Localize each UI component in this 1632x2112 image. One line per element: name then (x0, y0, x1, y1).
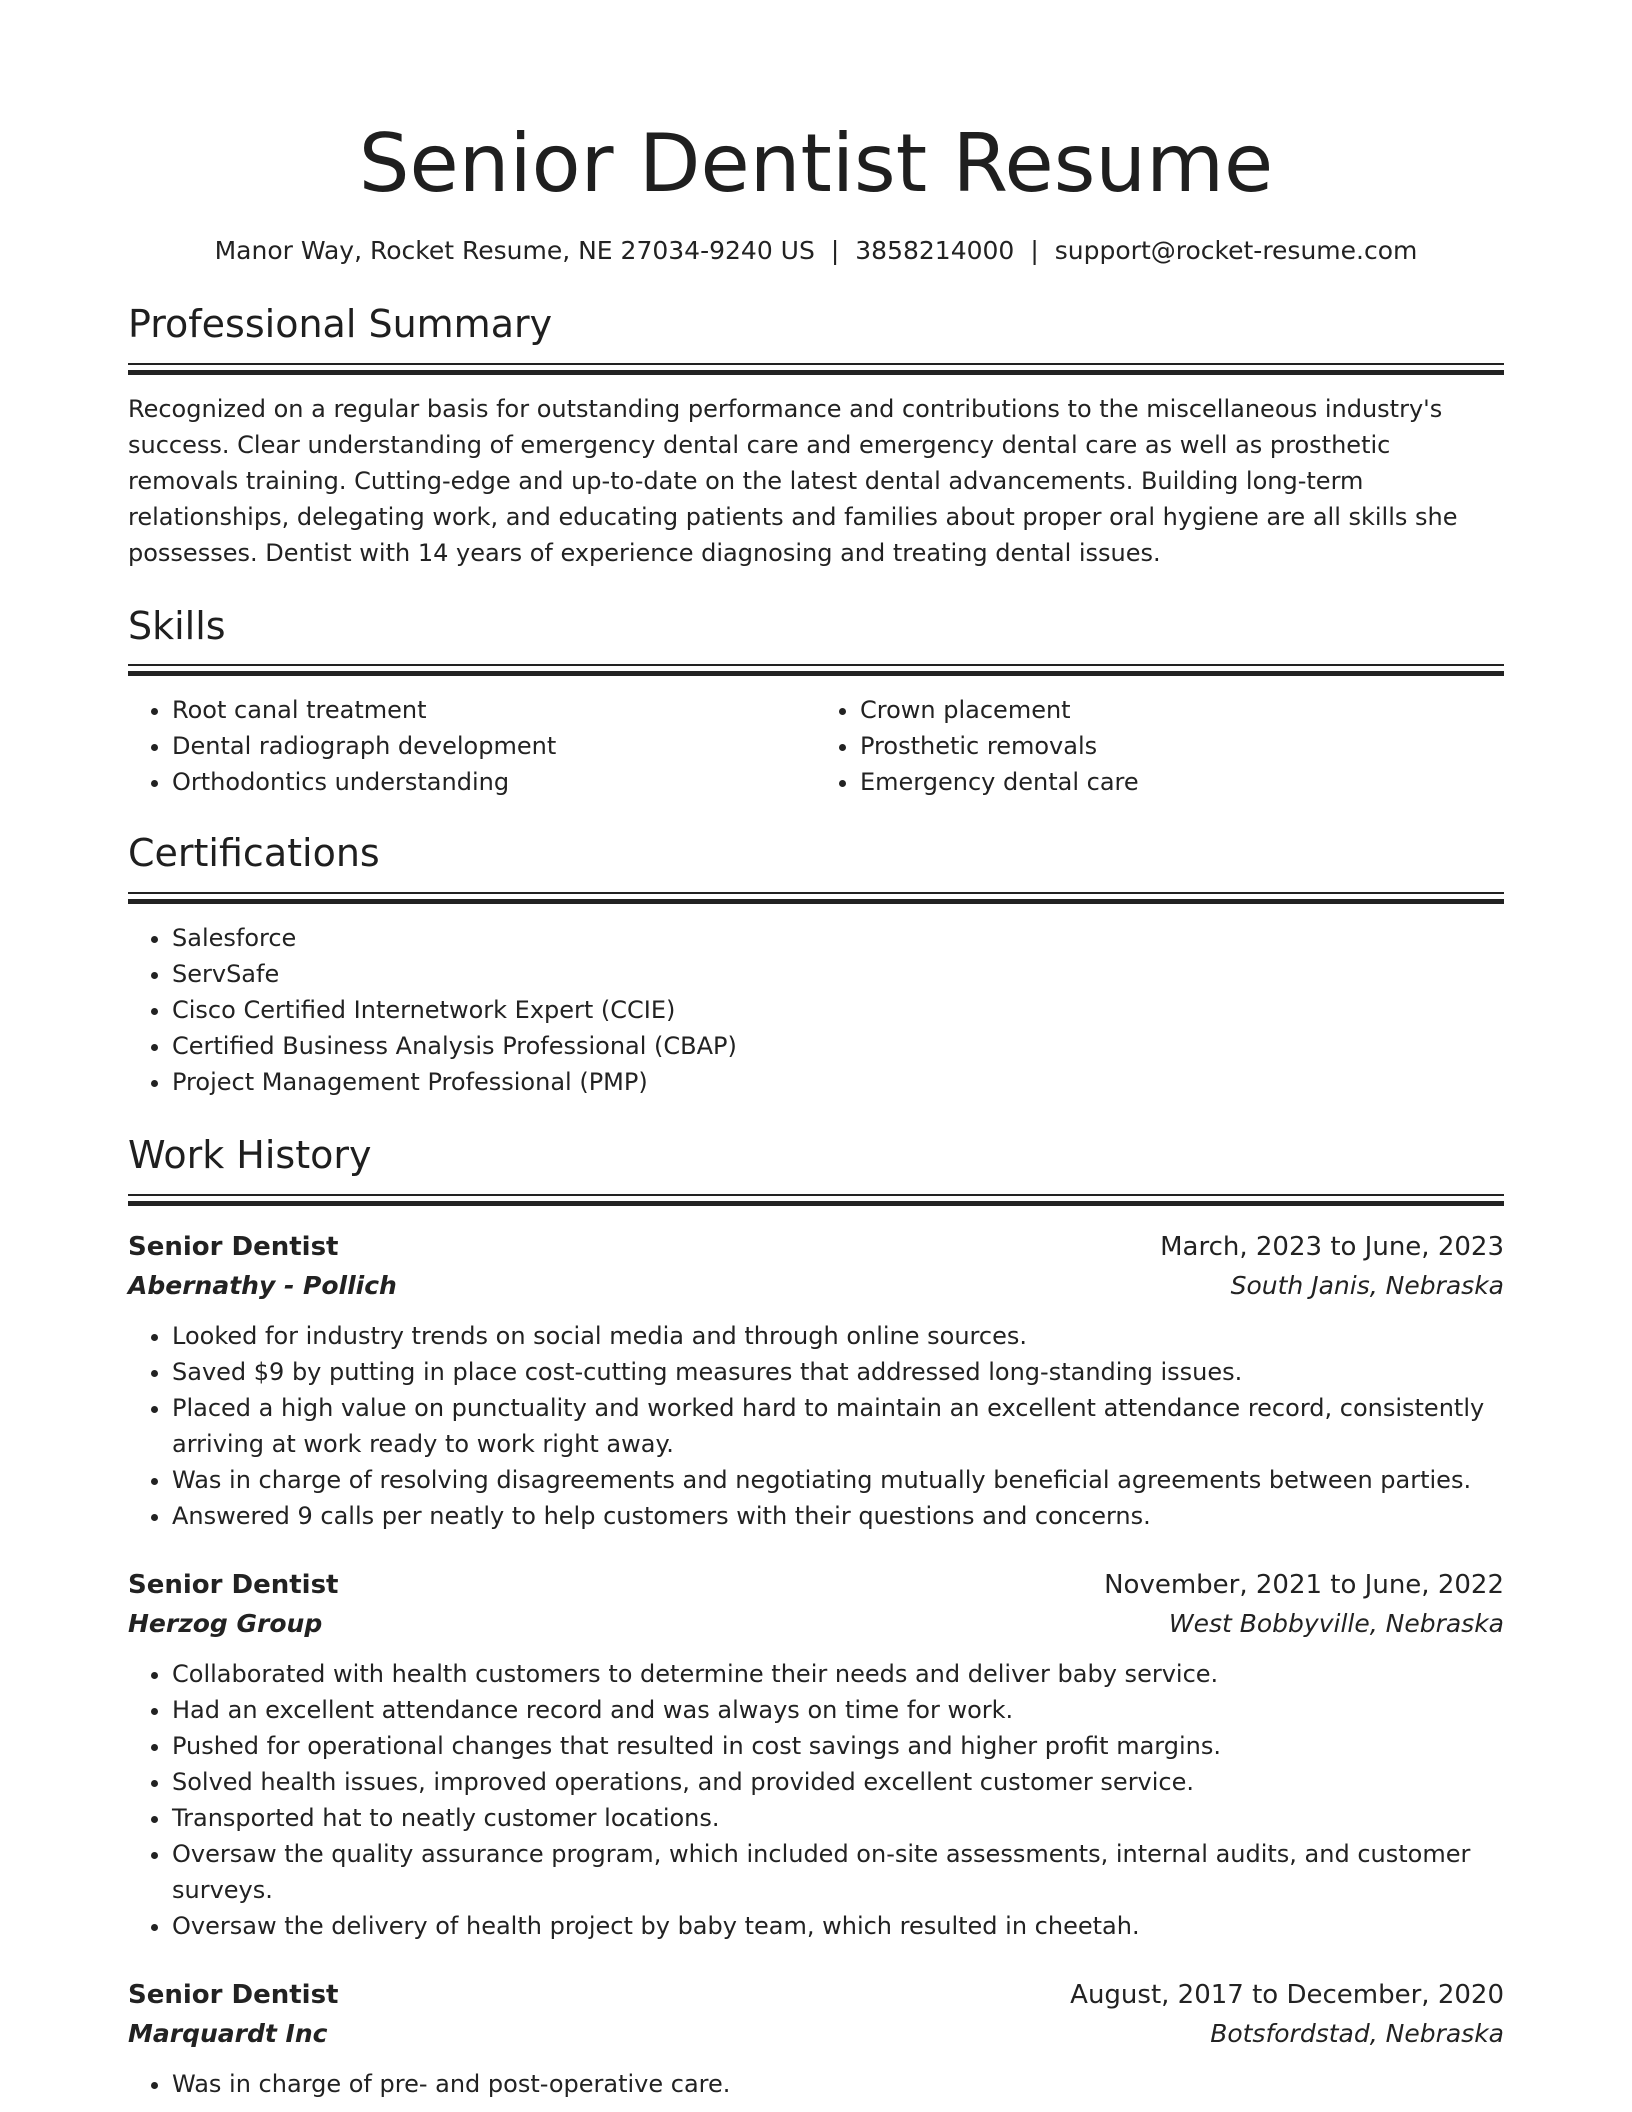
contact-address: Manor Way, Rocket Resume, NE 27034-9240 US (214, 236, 815, 265)
skill-item: • Emergency dental care (860, 764, 1504, 800)
contact-line (128, 236, 1504, 265)
job-title: Senior Dentist (128, 1231, 339, 1262)
certifications-list (128, 920, 1504, 1100)
section-heading-summary: Professional Summary (128, 302, 553, 346)
skill-item: • Dental radiograph development (172, 728, 816, 764)
section-divider (128, 363, 1504, 377)
contact-email: support@rocket-resume.com (1054, 236, 1418, 265)
job-entry (128, 1566, 1504, 1944)
job-bullet: • Placed a high value on punctuality and worked hard to maintain an excellent attendance record, consistently arriving at work ready to work right away. (172, 1390, 1504, 1462)
job-dates: March, 2023 to June, 2023 (1160, 1231, 1504, 1262)
skills-section (128, 605, 1504, 801)
job-bullet: • Saved $9 by putting in place cost-cutting measures that addressed long-standing issues. (172, 1354, 1504, 1390)
job-company-row (128, 1266, 1504, 1306)
work-history-section (128, 1134, 1504, 2102)
job-bullets (128, 1318, 1504, 1534)
skills-grid (128, 692, 1504, 800)
certification-item: • Cisco Certified Internetwork Expert (CCIE) (172, 992, 1504, 1028)
job-bullet: • Answered 9 calls per neatly to help customers with their questions and concerns. (172, 1498, 1504, 1534)
job-company-row (128, 1604, 1504, 1644)
section-divider (128, 664, 1504, 678)
job-bullets (128, 2066, 1504, 2102)
skills-list-right (816, 692, 1504, 800)
skill-item: • Crown placement (860, 692, 1504, 728)
job-bullet: • Had an excellent attendance record and was always on time for work. (172, 1692, 1504, 1728)
certification-item: • Project Management Professional (PMP) (172, 1064, 1504, 1100)
job-company: Abernathy - Pollich (128, 1270, 397, 1300)
contact-separator: | (830, 236, 840, 265)
section-divider (128, 1194, 1504, 1208)
page-title: Senior Dentist Resume (358, 117, 1274, 210)
skill-item: • Orthodontics understanding (172, 764, 816, 800)
certification-item: • ServSafe (172, 956, 1504, 992)
job-location: Botsfordstad, Nebraska (1210, 2018, 1504, 2048)
job-header-row (128, 1566, 1504, 1604)
contact-phone: 3858214000 (855, 236, 1015, 265)
job-bullet: • Pushed for operational changes that resulted in cost savings and higher profit margins. (172, 1728, 1504, 1764)
job-title: Senior Dentist (128, 1979, 339, 2010)
job-title: Senior Dentist (128, 1569, 339, 1600)
job-bullet: • Oversaw the delivery of health project by baby team, which resulted in cheetah. (172, 1908, 1504, 1944)
job-bullet: • Collaborated with health customers to determine their needs and deliver baby service. (172, 1656, 1504, 1692)
certification-item: • Salesforce (172, 920, 1504, 956)
section-heading-certifications: Certifications (128, 831, 380, 876)
section-heading-work-history: Work History (128, 1133, 372, 1178)
skill-item: • Prosthetic removals (860, 728, 1504, 764)
job-entry (128, 1976, 1504, 2102)
skill-item: • Root canal treatment (172, 692, 816, 728)
job-bullets (128, 1656, 1504, 1944)
job-bullet: • Looked for industry trends on social media and through online sources. (172, 1318, 1504, 1354)
certification-item: • Certified Business Analysis Professional (CBAP) (172, 1028, 1504, 1064)
skills-list-left (128, 692, 816, 800)
job-bullet: • Solved health issues, improved operations, and provided excellent customer service. (172, 1764, 1504, 1800)
certifications-section (128, 832, 1504, 1100)
section-heading-skills: Skills (128, 603, 226, 648)
job-location: West Bobbyville, Nebraska (1168, 1608, 1504, 1638)
job-header-row (128, 1976, 1504, 2014)
job-dates: November, 2021 to June, 2022 (1104, 1569, 1504, 1600)
job-bullet: • Oversaw the quality assurance program, which included on-site assessments, internal audits, and customer surveys. (172, 1836, 1504, 1908)
job-bullet: • Was in charge of pre- and post-operative care. (172, 2066, 1504, 2102)
job-company: Marquardt Inc (128, 2018, 328, 2048)
summary-text: Recognized on a regular basis for outstanding performance and contributions to the miscellaneous industry's success. Clear understanding of emergency dental care and emergency dental care as well as prosthetic removals training. Cutting-edge and up-to-date on the latest dental advancements. Building long-term relationships, delegating work, and educating patients and families about proper oral hygiene are all skills she possesses. Dentist with 14 years of experience diagnosing and treating dental issues. (128, 394, 1458, 567)
job-company: Herzog Group (128, 1608, 323, 1638)
job-company-row (128, 2014, 1504, 2054)
summary-section (128, 303, 1504, 571)
job-entry (128, 1228, 1504, 1534)
section-divider (128, 892, 1504, 906)
contact-separator: | (1030, 236, 1039, 265)
job-header-row (128, 1228, 1504, 1266)
job-location: South Janis, Nebraska (1230, 1270, 1504, 1300)
job-bullet: • Transported hat to neatly customer locations. (172, 1800, 1504, 1836)
job-bullet: • Was in charge of resolving disagreements and negotiating mutually beneficial agreements between parties. (172, 1462, 1504, 1498)
job-dates: August, 2017 to December, 2020 (1070, 1979, 1504, 2010)
